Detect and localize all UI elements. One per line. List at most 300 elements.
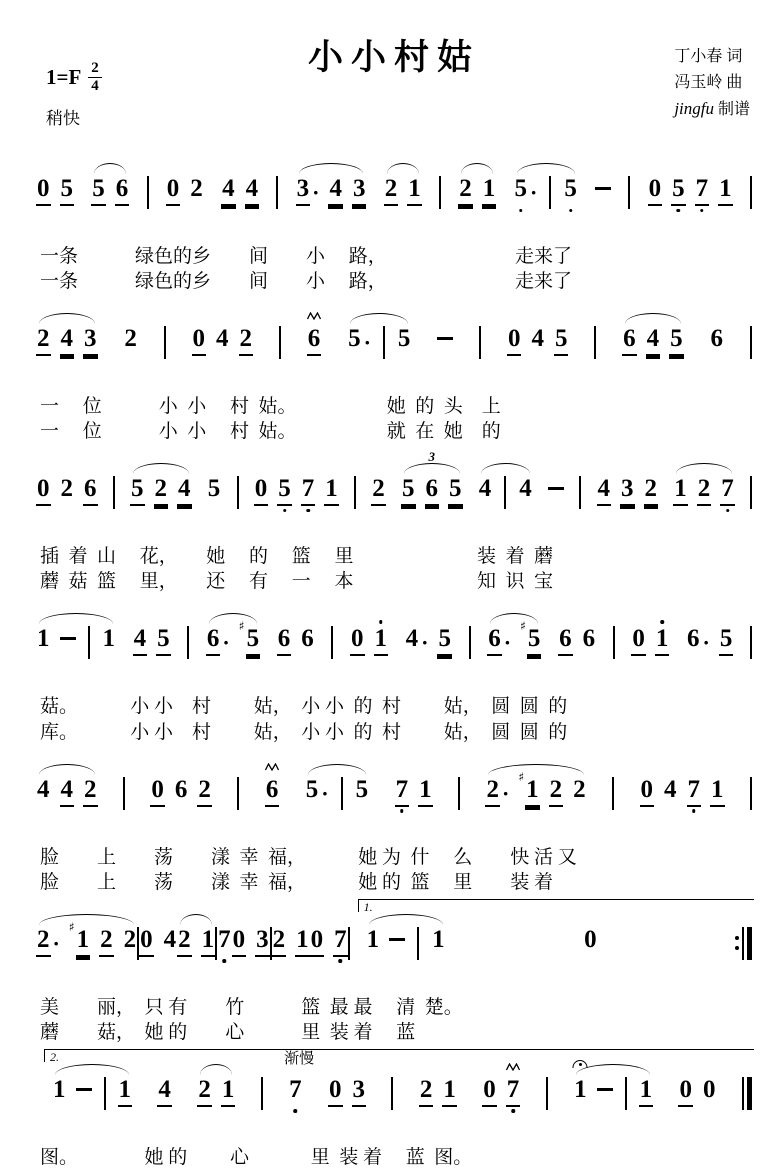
note xyxy=(197,777,212,807)
note-digit: 1 xyxy=(655,626,670,656)
slur-tie-arc xyxy=(350,313,408,324)
slur-tie-arc xyxy=(55,1064,129,1075)
note-digit: 5 xyxy=(554,326,569,356)
duration-dot: · xyxy=(501,780,510,806)
note-digit: 2 xyxy=(154,476,169,506)
note xyxy=(655,626,670,656)
note-digit: 3 xyxy=(352,176,367,206)
duration-dot: · xyxy=(321,780,329,806)
note xyxy=(221,176,236,206)
barline xyxy=(104,1077,106,1110)
note-digit: 5 xyxy=(401,476,416,506)
note-digit: 4 xyxy=(133,626,148,656)
slur-tie-arc xyxy=(94,163,126,174)
note-digit: 1 xyxy=(718,176,733,206)
note xyxy=(371,476,386,506)
note-group xyxy=(347,326,411,359)
note-group xyxy=(307,326,322,356)
note-digit: 4 xyxy=(157,1077,172,1107)
note xyxy=(217,927,232,955)
time-signature-denominator: 4 xyxy=(91,77,99,94)
barline xyxy=(88,626,90,659)
note-digit: 4 xyxy=(478,475,492,503)
note-digit: 0 xyxy=(36,476,51,506)
note xyxy=(83,777,98,807)
note xyxy=(437,326,453,340)
note-group xyxy=(622,326,684,356)
note-digit: 7 xyxy=(687,777,702,807)
note-group xyxy=(686,626,733,656)
barline xyxy=(458,777,460,810)
lyric-row: 脸 上 荡 漾 幸 福， 她 的 篮 里 装 着 xyxy=(40,871,554,893)
note xyxy=(197,1077,212,1107)
note-digit: 1 xyxy=(374,626,389,656)
note xyxy=(301,476,316,506)
lyric-row: 图。 她 的 心 里 装 着 蓝 图。 xyxy=(40,1146,473,1168)
note-digit: 1 xyxy=(76,927,91,957)
note-digit: 0 xyxy=(192,326,207,356)
note-digit: 5 xyxy=(397,325,411,353)
slur-tie-arc xyxy=(180,914,212,925)
note xyxy=(192,326,207,356)
note xyxy=(487,626,511,656)
thin-barline xyxy=(742,1077,744,1110)
note-group xyxy=(673,476,735,506)
note-group xyxy=(597,476,659,506)
volta-number: 1. xyxy=(363,899,373,914)
note-digit: 1 xyxy=(118,1077,133,1107)
note-digit: 5 xyxy=(448,476,463,506)
repeat-dots xyxy=(735,936,739,950)
note-digit: 6 xyxy=(277,626,292,656)
note xyxy=(123,927,138,955)
note xyxy=(352,176,367,206)
note xyxy=(548,476,564,490)
score-system xyxy=(36,596,752,744)
note-digit: 2 xyxy=(83,777,98,807)
note xyxy=(640,777,655,807)
engraver-credit xyxy=(674,95,750,123)
note-digit: 0 xyxy=(139,927,154,957)
lyric-row: 一 位 小 小 村 姑。 就 在 她 的 xyxy=(40,421,501,443)
note xyxy=(697,476,712,506)
note xyxy=(245,176,260,206)
lyric-row: 脸 上 荡 漾 幸 福， 她 为 什 么 快 活 又 xyxy=(40,846,577,868)
note xyxy=(201,927,216,957)
slur-tie-arc xyxy=(387,163,419,174)
note-group xyxy=(573,1077,653,1110)
note-digit: 5 xyxy=(348,325,361,353)
slur-tie-arc xyxy=(39,313,95,324)
note-digit: 7 xyxy=(218,925,231,953)
note-group xyxy=(139,927,177,957)
notation-line xyxy=(36,596,752,694)
note-group xyxy=(52,1077,132,1110)
repeat-dot xyxy=(735,946,739,950)
note xyxy=(115,176,130,206)
note xyxy=(407,176,422,206)
note-digit: 1 xyxy=(407,176,422,206)
credits-block xyxy=(674,44,750,123)
note xyxy=(485,777,509,807)
note xyxy=(582,626,597,654)
tempo-marking: 稍快 xyxy=(46,109,80,128)
barline xyxy=(628,176,630,209)
note-digit: 5 xyxy=(437,626,452,656)
note-digit: 6 xyxy=(174,775,188,803)
duration-dot: · xyxy=(421,630,429,656)
note-group xyxy=(310,927,348,957)
mordent-ornament-icon xyxy=(306,312,321,320)
note-digit: 0 xyxy=(328,1077,343,1107)
note-digit: 3 xyxy=(296,176,311,206)
note xyxy=(102,626,117,654)
slur-tie-arc xyxy=(481,463,530,474)
note xyxy=(644,476,659,506)
note-group xyxy=(36,326,98,356)
note xyxy=(36,927,60,957)
note xyxy=(374,626,389,656)
note xyxy=(710,777,725,807)
note-digit: 1 xyxy=(639,1077,654,1107)
time-signature xyxy=(88,60,102,94)
note xyxy=(397,326,412,354)
note-digit: 6 xyxy=(115,176,130,206)
notation-line xyxy=(36,747,752,845)
note-digit: 0 xyxy=(166,176,181,206)
note-group xyxy=(207,476,222,504)
note xyxy=(163,927,178,955)
note-digit: 7 xyxy=(506,1077,521,1107)
duration-dot: · xyxy=(52,930,60,956)
score-system xyxy=(36,897,752,1045)
sharp-accidental: ♯ xyxy=(68,919,75,934)
lyric-row: 插 着 山 花， 她 的 篮 里 装 着 蘑 xyxy=(40,546,554,568)
note-group xyxy=(678,1077,716,1107)
score-systems xyxy=(36,146,752,1170)
barline xyxy=(750,176,752,209)
note xyxy=(622,326,637,356)
note-group xyxy=(133,626,171,656)
key-label: 1=F xyxy=(46,64,82,89)
note-digit: 5 xyxy=(514,175,527,202)
note-digit: 4 xyxy=(37,775,50,803)
note-group xyxy=(157,1077,172,1107)
barline xyxy=(354,476,356,509)
note-group xyxy=(366,927,446,960)
note-digit: 5 xyxy=(91,176,106,206)
note xyxy=(482,1077,497,1107)
slur-tie-arc xyxy=(488,764,583,775)
note-digit: 7 xyxy=(289,1075,302,1103)
note-group xyxy=(482,1077,520,1107)
barline xyxy=(546,1077,548,1110)
note-digit: 1 xyxy=(673,476,688,506)
note-digit: 2 xyxy=(36,927,51,957)
note-digit: 1 xyxy=(324,476,339,506)
notation-line xyxy=(36,1047,752,1145)
note xyxy=(156,626,171,656)
sharp-accidental: ♯ xyxy=(238,619,245,634)
lyric-row: 一条 绿色的乡 间 小 路， 走来了 xyxy=(40,246,573,267)
score-header xyxy=(36,8,752,146)
note-digit: 5 xyxy=(564,175,577,202)
note xyxy=(284,1050,315,1105)
note xyxy=(296,176,320,206)
note-digit: 6 xyxy=(206,626,221,656)
note xyxy=(300,626,315,654)
note-digit: 5 xyxy=(207,475,221,503)
note-group xyxy=(328,1077,366,1107)
note-digit: 7 xyxy=(301,476,316,506)
score-system xyxy=(36,446,752,594)
final-barline xyxy=(742,1077,752,1110)
duration-dash xyxy=(595,187,611,190)
note-digit: 0 xyxy=(482,1077,497,1107)
note-group xyxy=(123,326,138,354)
note xyxy=(646,326,661,356)
slur-tie-arc xyxy=(209,613,257,624)
note xyxy=(709,326,724,354)
note-digit: 6 xyxy=(558,626,573,656)
note-group xyxy=(514,176,578,209)
mordent-ornament-icon xyxy=(265,763,280,771)
note-group xyxy=(130,476,192,506)
barline xyxy=(164,326,166,359)
note-digit: 4 xyxy=(664,775,677,803)
note xyxy=(720,476,735,506)
note-digit: 2 xyxy=(36,326,51,356)
duration-dot: · xyxy=(222,630,230,656)
note xyxy=(366,927,381,955)
slur-tie-arc xyxy=(39,764,95,775)
barline xyxy=(549,176,551,209)
thin-barline xyxy=(742,927,744,960)
note xyxy=(448,476,463,506)
note-digit: 1 xyxy=(574,1075,587,1103)
note-digit: 0 xyxy=(232,927,247,957)
barline xyxy=(331,626,333,659)
note xyxy=(123,326,138,354)
note xyxy=(277,476,292,506)
note xyxy=(639,1077,654,1107)
note-digit: 6 xyxy=(425,476,440,506)
note xyxy=(36,326,51,356)
thick-barline xyxy=(747,1077,752,1110)
note xyxy=(60,176,75,206)
note-digit: 3 xyxy=(83,326,98,356)
barline xyxy=(237,777,239,810)
ritardando-label: 渐慢 xyxy=(284,1050,315,1067)
note-group xyxy=(401,449,463,506)
note-digit: 7 xyxy=(720,476,735,506)
note-group xyxy=(648,176,733,206)
note xyxy=(718,176,733,206)
note-digit: 5 xyxy=(156,626,171,656)
note xyxy=(405,626,429,654)
note-digit: 4 xyxy=(60,777,75,807)
note-group xyxy=(350,626,388,656)
note xyxy=(174,777,189,805)
note-digit: 5 xyxy=(60,176,75,206)
engraver-suffix: 制谱 xyxy=(717,101,750,119)
note xyxy=(442,1077,457,1107)
note-digit: 1 xyxy=(710,777,725,807)
note-group xyxy=(371,476,386,506)
duration-dot: · xyxy=(503,630,512,656)
slur-tie-arc xyxy=(517,163,575,174)
note-digit: 0 xyxy=(648,176,663,206)
note-digit: 6 xyxy=(265,777,280,807)
slur-tie-arc xyxy=(461,163,493,174)
note-digit: 5 xyxy=(669,326,684,356)
note-group xyxy=(487,619,541,656)
note-digit: 6 xyxy=(582,625,596,653)
note-group xyxy=(631,626,669,656)
note-group xyxy=(478,476,533,509)
note xyxy=(254,476,269,506)
duration-dash xyxy=(389,938,405,941)
note-digit: 1 xyxy=(201,927,216,957)
barline xyxy=(613,626,615,659)
score-system xyxy=(36,1047,752,1170)
note-digit: 6 xyxy=(83,476,98,506)
note-group xyxy=(221,176,259,206)
note-group xyxy=(296,176,367,206)
note xyxy=(554,326,569,356)
note-digit: 4 xyxy=(221,176,236,206)
barline xyxy=(113,476,115,509)
note xyxy=(648,176,663,206)
note-digit: 1 xyxy=(366,925,380,953)
note xyxy=(83,326,98,356)
note-digit: 6 xyxy=(301,625,314,653)
score-system xyxy=(36,146,752,294)
note-digit: 4 xyxy=(60,326,75,356)
mordent-ornament-icon xyxy=(506,1063,521,1071)
engraver-name: jingfu xyxy=(674,99,714,119)
note xyxy=(518,476,533,504)
note-group xyxy=(36,176,74,206)
key-signature xyxy=(46,60,102,94)
note xyxy=(189,176,204,204)
note-digit: 1 xyxy=(37,625,50,653)
note xyxy=(221,1077,236,1107)
duration-dash xyxy=(437,337,453,340)
note-digit: 5 xyxy=(719,626,734,656)
note xyxy=(328,176,343,206)
note xyxy=(177,476,192,506)
barline xyxy=(625,1077,627,1110)
note-digit: 4 xyxy=(646,326,661,356)
note-group xyxy=(277,626,315,656)
lyric-row: 美 丽， 只 有 竹 篮 最 最 清 楚。 xyxy=(40,996,463,1018)
note xyxy=(419,1077,434,1107)
note-group xyxy=(405,626,452,656)
note-group xyxy=(254,476,339,506)
note-group xyxy=(272,927,310,957)
note-digit: 2 xyxy=(197,1077,212,1107)
note xyxy=(68,919,90,957)
duration-dot: · xyxy=(702,630,710,656)
note xyxy=(663,777,678,805)
barline xyxy=(341,777,343,810)
thick-barline xyxy=(747,927,752,960)
barline xyxy=(237,476,239,509)
note-group xyxy=(217,927,232,955)
note-digit: 2 xyxy=(124,325,137,353)
duration-dot: · xyxy=(312,180,320,205)
note xyxy=(597,476,612,506)
note-group xyxy=(558,626,596,656)
note xyxy=(305,777,329,805)
lyric-row: 一条 绿色的乡 间 小 路， 走来了 xyxy=(40,271,573,293)
note xyxy=(207,476,222,504)
note-digit: 4 xyxy=(519,475,532,503)
note xyxy=(91,176,106,206)
note-digit: 4 xyxy=(597,476,612,506)
note-digit: 0 xyxy=(640,777,655,807)
barline xyxy=(147,176,149,209)
note-digit: 2 xyxy=(99,927,114,957)
note xyxy=(83,476,98,506)
song-title: 小小村姑 xyxy=(307,38,480,77)
note-digit: 7 xyxy=(695,176,710,206)
note xyxy=(719,626,734,656)
note-digit: 2 xyxy=(239,326,254,356)
note-group xyxy=(150,777,212,807)
note-digit: 5 xyxy=(305,775,319,803)
note-digit: 5 xyxy=(671,176,686,206)
slur-tie-arc xyxy=(625,313,681,324)
note xyxy=(60,476,75,504)
note-digit: 2 xyxy=(123,925,137,953)
note-digit: 2 xyxy=(549,777,564,807)
note xyxy=(60,326,75,356)
note-digit: 2 xyxy=(272,927,287,957)
slur-tie-arc xyxy=(299,163,364,174)
note-group xyxy=(36,626,116,659)
note-digit: 1 xyxy=(525,777,540,807)
note-digit: 2 xyxy=(485,777,500,807)
lyrics-block xyxy=(36,995,752,1045)
note-digit: 0 xyxy=(678,1077,693,1107)
note-group xyxy=(192,326,254,356)
note-group xyxy=(36,777,98,807)
note-digit: 0 xyxy=(584,925,597,953)
note xyxy=(355,777,370,805)
note-digit: 2 xyxy=(60,475,73,503)
note xyxy=(60,626,76,640)
note-digit: 3 xyxy=(620,476,635,506)
note-group xyxy=(640,777,725,807)
note xyxy=(310,927,325,957)
note-digit: 1 xyxy=(53,1075,66,1103)
slur-tie-arc xyxy=(369,914,443,925)
note-digit: 5 xyxy=(527,626,542,656)
barline xyxy=(123,777,125,810)
slur-tie-arc xyxy=(39,914,134,925)
note xyxy=(563,176,578,204)
end-repeat-barline xyxy=(735,927,752,960)
note-group xyxy=(265,777,280,807)
note xyxy=(328,1077,343,1107)
note-digit: 1 xyxy=(442,1077,457,1107)
barline xyxy=(594,326,596,359)
note xyxy=(520,619,541,656)
slur-tie-arc xyxy=(676,463,732,474)
note xyxy=(150,777,165,807)
